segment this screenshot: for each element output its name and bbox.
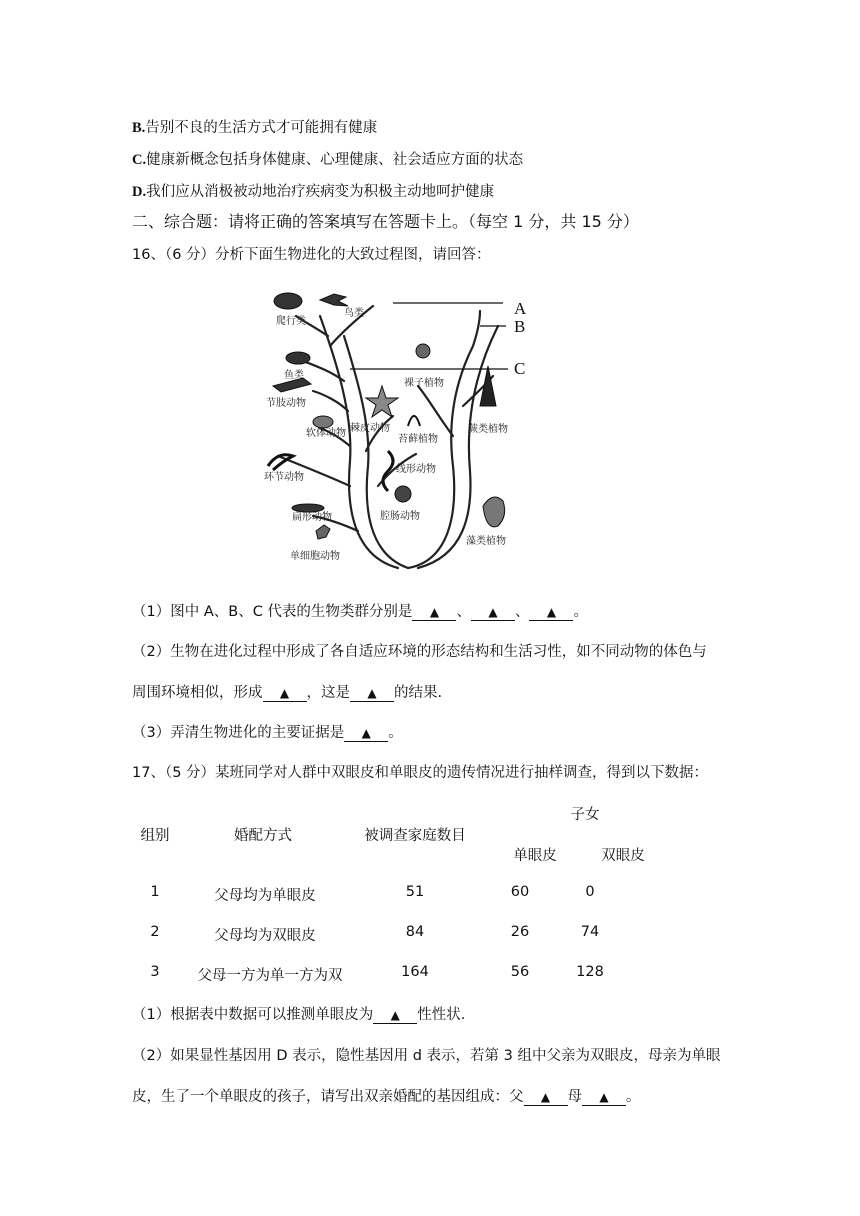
q17-p2-line1: （2）如果显性基因用 D 表示，隐性基因用 d 表示，若第 3 组中父亲为双眼皮，母亲为单眼: [132, 1048, 721, 1064]
answer-blank[interactable]: ▲: [524, 1090, 568, 1106]
answer-blank[interactable]: ▲: [263, 686, 307, 702]
snail-icon: [313, 416, 333, 428]
label-flatworms: 扁形动物: [292, 512, 332, 523]
label-bryophytes: 苔藓植物: [398, 434, 438, 445]
label-birds: 鸟类: [344, 308, 364, 319]
header-marriage: 婚配方式: [234, 828, 292, 844]
label-mollusks: 软体动物: [306, 428, 346, 439]
label-b: B: [514, 317, 526, 336]
option-d: [132, 180, 494, 201]
q16-stem: 16、（6 分）分析下面生物进化的大致过程图，请回答：: [132, 247, 491, 263]
label-unicellular: 单细胞动物: [290, 551, 340, 562]
q16-p1: （1）图中 A、B、C 代表的生物类群分别是 ▲ 、 ▲ 、 ▲ 。: [132, 604, 588, 620]
label-ferns: 蕨类植物: [468, 424, 508, 435]
label-echinoderms: 棘皮动物: [350, 423, 390, 434]
q16-p2-line2: 周围环境相似，形成 ▲ ，这是 ▲ 的结果.: [132, 685, 443, 701]
answer-blank[interactable]: ▲: [582, 1090, 626, 1106]
answer-blank[interactable]: ▲: [344, 726, 388, 742]
option-letter: C.: [132, 152, 147, 168]
q17-p2-line2: 皮，生了一个单眼皮的孩子，请写出双亲婚配的基因组成：父 ▲ 母 ▲ 。: [132, 1089, 641, 1105]
q16-p3: （3）弄清生物进化的主要证据是 ▲ 。: [132, 725, 403, 741]
option-b: [132, 116, 377, 137]
amoeba-icon: [316, 525, 330, 539]
answer-blank[interactable]: ▲: [529, 605, 573, 621]
moss-icon: [408, 416, 420, 426]
option-letter: B.: [132, 120, 146, 136]
label-fish: 鱼类: [284, 370, 304, 381]
label-c: C: [514, 359, 526, 378]
flatworm-icon: [292, 504, 324, 512]
option-letter: D.: [132, 184, 147, 200]
answer-blank[interactable]: ▲: [412, 605, 456, 621]
q16-p2-line1: （2）生物在进化过程中形成了各自适应环境的形态结构和生活习性，如不同动物的体色与: [132, 644, 707, 660]
option-text: 我们应从消极被动地治疗疾病变为积极主动地呵护健康: [146, 184, 495, 200]
hydra-icon: [395, 486, 411, 502]
evolution-tree-diagram: [258, 286, 558, 576]
bird-icon: [320, 294, 348, 306]
algae-icon: [483, 497, 505, 527]
header-single: 单眼皮: [513, 848, 557, 864]
header-families: 被调查家庭数目: [364, 828, 466, 844]
q17-p1: （1）根据表中数据可以推测单眼皮为 ▲ 性性状.: [132, 1007, 466, 1023]
label-arthropods: 节肢动物: [266, 398, 306, 409]
animal-trunk-inner: [344, 336, 408, 568]
turtle-icon: [274, 293, 302, 309]
q17-stem: 17、（5 分）某班同学对人群中双眼皮和单眼皮的遗传情况进行抽样调查，得到以下数据：: [132, 765, 709, 781]
label-annelids: 环节动物: [264, 472, 304, 483]
plant-trunk-inner: [418, 326, 498, 568]
label-a: A: [514, 299, 527, 318]
conifer-cone-icon: [416, 344, 430, 358]
starfish-icon: [366, 386, 398, 417]
option-c: [132, 148, 523, 169]
header-children: 子女: [570, 807, 600, 823]
option-text: 健康新概念包括身体健康、心理健康、社会适应方面的状态: [146, 152, 524, 168]
label-cnidarians: 腔肠动物: [380, 511, 420, 522]
answer-blank[interactable]: ▲: [471, 605, 515, 621]
header-group: 组别: [140, 828, 170, 844]
animal-trunk-outer: [320, 316, 398, 568]
option-text: 告别不良的生活方式才可能拥有健康: [145, 120, 378, 136]
label-reptiles: 爬行类: [276, 316, 306, 327]
label-algae: 藻类植物: [466, 536, 506, 547]
fish-icon: [286, 352, 310, 364]
answer-blank[interactable]: ▲: [373, 1008, 417, 1024]
header-double: 双眼皮: [601, 848, 645, 864]
earthworm-icon: [268, 455, 293, 470]
answer-blank[interactable]: ▲: [350, 686, 394, 702]
section-title: 二、综合题：请将正确的答案填写在答题卡上。（每空 1 分，共 15 分）: [132, 212, 639, 231]
label-nematodes: 线形动物: [396, 464, 436, 475]
label-gymnosperms: 裸子植物: [404, 378, 444, 389]
